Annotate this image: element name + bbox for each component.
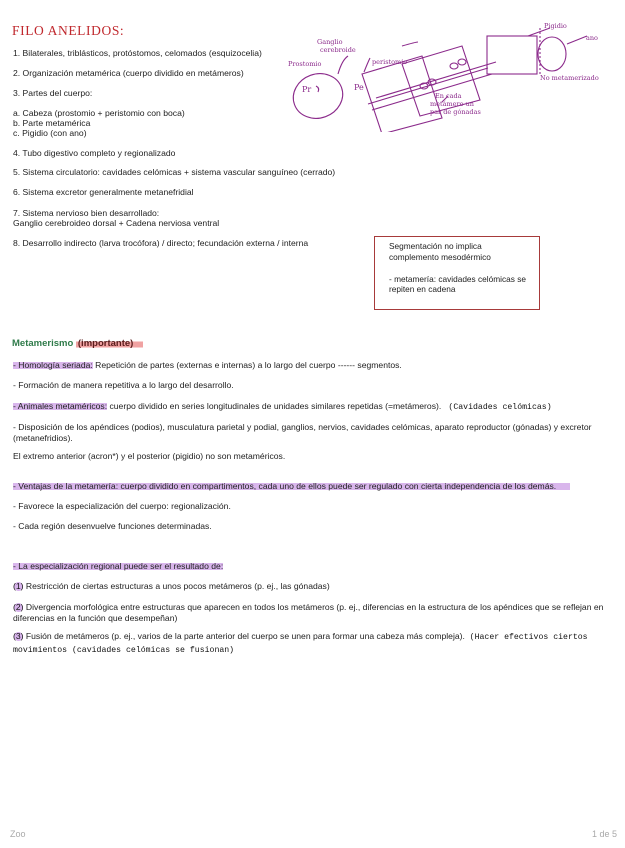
label-ano: ano <box>586 34 598 42</box>
list-item: 6. Sistema excretor generalmente metanefridial <box>13 187 194 197</box>
label-cerebroide: cerebroide <box>320 46 356 54</box>
list-item: 3. Partes del cuerpo: <box>13 88 93 98</box>
list-item: a. Cabeza (prostomio + peristomio con boca) <box>13 108 185 118</box>
list-item: c. Pigidio (con ano) <box>13 128 87 138</box>
label-prostomio: Prostomio <box>288 60 322 68</box>
list-item: 4. Tubo digestivo completo y regionalizado <box>13 148 176 158</box>
label-en-cada: En cada <box>435 92 462 100</box>
paragraph-disposicion: - Disposición de los apéndices (podios), musculatura parietal y podial, ganglios, nervios, cavidades celómicas, aparato reproductor (gónadas) y excretor (metanefridios). <box>13 422 592 444</box>
paragraph-formacion: - Formación de manera repetitiva a lo largo del desarrollo. <box>13 380 234 390</box>
paragraph-ventajas <box>13 481 616 492</box>
paragraph-cada-region: - Cada región desenvuelve funciones determinadas. <box>13 521 212 531</box>
label-ganglio: Ganglio <box>317 38 343 46</box>
label-pr: Pr <box>302 85 312 94</box>
page-title: FILO ANELIDOS: <box>12 23 125 38</box>
list-item: 5. Sistema circulatorio: cavidades celómicas + sistema vascular sanguíneo (cerrado) <box>13 167 336 177</box>
label-pigidio: Pigidio <box>544 22 567 30</box>
footer-title: Zoo <box>10 829 26 839</box>
list-item: Ganglio cerebroideo dorsal + Cadena nerviosa ventral <box>13 218 220 228</box>
label-peristomio: peristomio <box>372 58 408 66</box>
list-item: 1. Bilaterales, triblásticos, protóstomos, celomados (esquizocelia) <box>13 48 262 58</box>
eye-mark <box>316 86 319 92</box>
highlight-text: - Ventajas de la metamería: cuerpo dividido en compartimentos, cada uno de ellos puede ser regulado con cierta independencia de los demás. <box>13 481 570 491</box>
list-item: 8. Desarrollo indirecto (larva trocófora) / directo; fecundación externa / interna <box>13 238 309 248</box>
label-metamero: metámero un <box>430 100 474 108</box>
label-pe: Pe <box>354 83 364 92</box>
gonad <box>458 59 466 65</box>
handwritten-note: (Cavidades celómicas) <box>448 403 552 412</box>
highlight-text: - La especialización regional puede ser el resultado de: <box>13 561 224 571</box>
importance-tag: (importante) <box>76 338 143 349</box>
paragraph-divergencia <box>13 602 616 624</box>
paragraph-text: cuerpo dividido en series longitudinales de unidades similares repetidas (=metámeros). <box>107 401 442 411</box>
pygidium-shape <box>538 37 566 71</box>
paragraph-text: Restricción de ciertas estructuras a unos pocos metámeros (p. ej., las gónadas) <box>23 581 330 591</box>
paragraph-text: Repetición de partes (externas e internas) a lo largo del cuerpo ------ segmentos. <box>92 360 402 370</box>
list-item: b. Parte metamérica <box>13 118 91 128</box>
list-item: 7. Sistema nervioso bien desarrollado: <box>13 208 160 218</box>
posterior-segment <box>487 36 537 74</box>
list-item: 2. Organización metamérica (cuerpo dividido en metámeros) <box>13 68 244 78</box>
paragraph-text: Divergencia morfológica entre estructuras que aparecen en todos los metámeros (p. ej., diferencias en la estructura de los apéndices que se reflejan en diferencias en la función que desempeñan) <box>13 602 604 624</box>
paragraph-homologia <box>13 360 616 371</box>
note-box <box>374 236 540 310</box>
handwritten-note: (Hacer efectivos ciertos movimientos (cavidades celómicas se fusionan) <box>13 633 588 655</box>
number-marker: (2) <box>13 602 24 612</box>
paragraph-restriccion <box>13 581 616 592</box>
number-marker: (1) <box>13 581 24 591</box>
paragraph-especializacion <box>13 561 616 572</box>
page-number: 1 de 5 <box>591 829 617 839</box>
note-line: Segmentación no implica complemento mesodérmico <box>389 241 491 262</box>
section-heading <box>12 338 143 350</box>
section-title: Metamerismo <box>12 338 74 349</box>
label-no-metamerizado: No metamerizado <box>540 74 599 82</box>
prostomium-shape <box>287 67 349 125</box>
paragraph-fusion <box>13 631 616 656</box>
paragraph-favorece: - Favorece la especialización del cuerpo: regionalización. <box>13 501 231 511</box>
annelid-sketch <box>282 14 612 132</box>
note-line: - metamería: cavidades celómicas se repiten en cadena <box>389 273 526 295</box>
highlight-label: - Homología seriada: <box>13 360 93 370</box>
paragraph-extremo: El extremo anterior (acron*) y el posterior (pigidio) no son metaméricos. <box>13 451 286 461</box>
number-marker: (3) <box>13 631 24 641</box>
paragraph-text: Fusión de metámeros (p. ej., varios de la parte anterior del cuerpo se unen para formar una cabeza más compleja). <box>23 631 465 641</box>
gonad <box>450 63 458 69</box>
highlight-label: - Animales metaméricos: <box>13 401 108 411</box>
label-par-gonadas: par de gónadas <box>430 108 481 116</box>
paragraph-animales <box>13 401 616 414</box>
